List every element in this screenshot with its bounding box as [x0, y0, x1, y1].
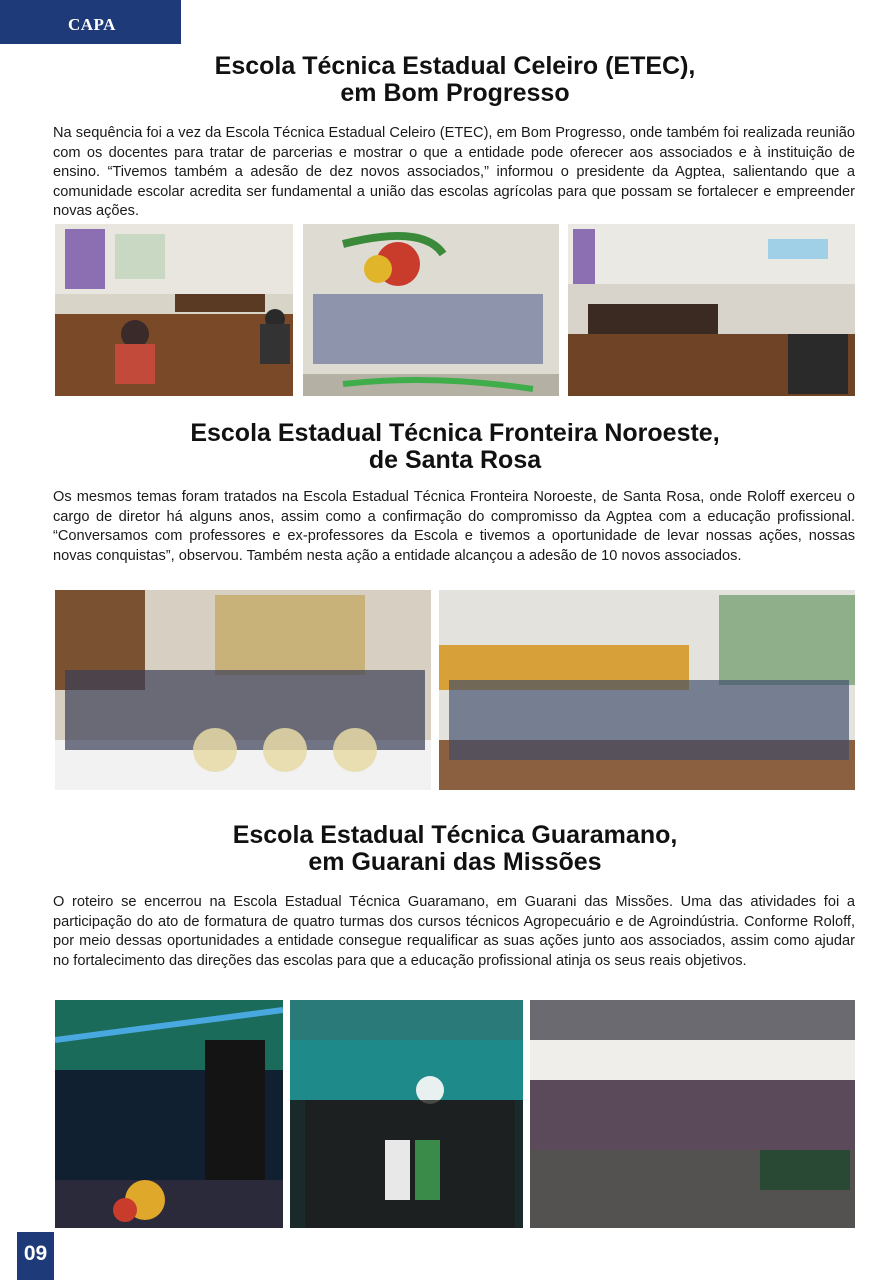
section-2-title-line-2: de Santa Rosa	[368, 446, 542, 474]
section-2-title	[40, 420, 870, 474]
photo-graduation-speaker	[55, 1000, 283, 1228]
photo-meeting-classroom-1	[55, 224, 293, 396]
photo-group-mural	[303, 224, 559, 396]
section-tab	[0, 0, 181, 44]
section-2-title-line-1: Escola Estadual Técnica Fronteira Noroeste,	[190, 419, 720, 447]
photo-group-gift-baskets	[55, 590, 431, 790]
section-1-body: Na sequência foi a vez da Escola Técnica Estadual Celeiro (ETEC), em Bom Progresso, onde também foi realizada reunião com os docentes para tratar de parcerias e mostrar o que a entidade pode oferecer aos associados e à instituição de ensino. “Tivemos também a adesão de dez novos associados,” informou o presidente da Agptea, salientando que a comunidade escolar acredita ser fundamental a união das escolas agrícolas para que possam se fortalecer e empreender novas ações.	[53, 125, 855, 219]
photo-graduation-audience	[530, 1000, 855, 1228]
section-3-title-line-1: Escola Estadual Técnica Guaramano,	[232, 821, 678, 849]
page-number	[17, 1232, 54, 1280]
photo-graduation-group	[290, 1000, 523, 1228]
section-1-title-line-1: Escola Técnica Estadual Celeiro (ETEC),	[214, 52, 696, 80]
section-3-body: O roteiro se encerrou na Escola Estadual Técnica Guaramano, em Guarani das Missões. Uma das atividades foi a participação do ato de formatura de quatro turmas dos cursos técnicos Agropecuário e de Agroindústria. Conforme Roloff, por meio dessas oportunidades a entidade consegue requalificar as suas ações junto aos associados, assim como ajudar no fortalecimento das direções das escolas para que a educação profissional atinja os seus reais objetivos.	[53, 894, 855, 969]
photo-group-library	[439, 590, 855, 790]
page-number-text: 09	[23, 1242, 48, 1265]
section-1-title	[40, 53, 870, 107]
section-3-title	[40, 822, 870, 876]
section-label: CAPA	[68, 15, 116, 34]
section-2-body: Os mesmos temas foram tratados na Escola Estadual Técnica Fronteira Noroeste, de Santa Rosa, onde Roloff exerceu o cargo de diretor há alguns anos, assim como a confirmação do compromisso da Agptea com a educação profissional. “Conversamos com professores e ex-professores da Escola e tivemos a oportunidade de levar nossas ações, nossas novas conquistas”, observou. Também nesta ação a entidade alcançou a adesão de 10 novos associados.	[53, 489, 855, 564]
section-3-title-line-2: em Guarani das Missões	[308, 848, 602, 876]
photo-meeting-classroom-2	[568, 224, 855, 396]
section-1-title-line-2: em Bom Progresso	[340, 79, 570, 107]
